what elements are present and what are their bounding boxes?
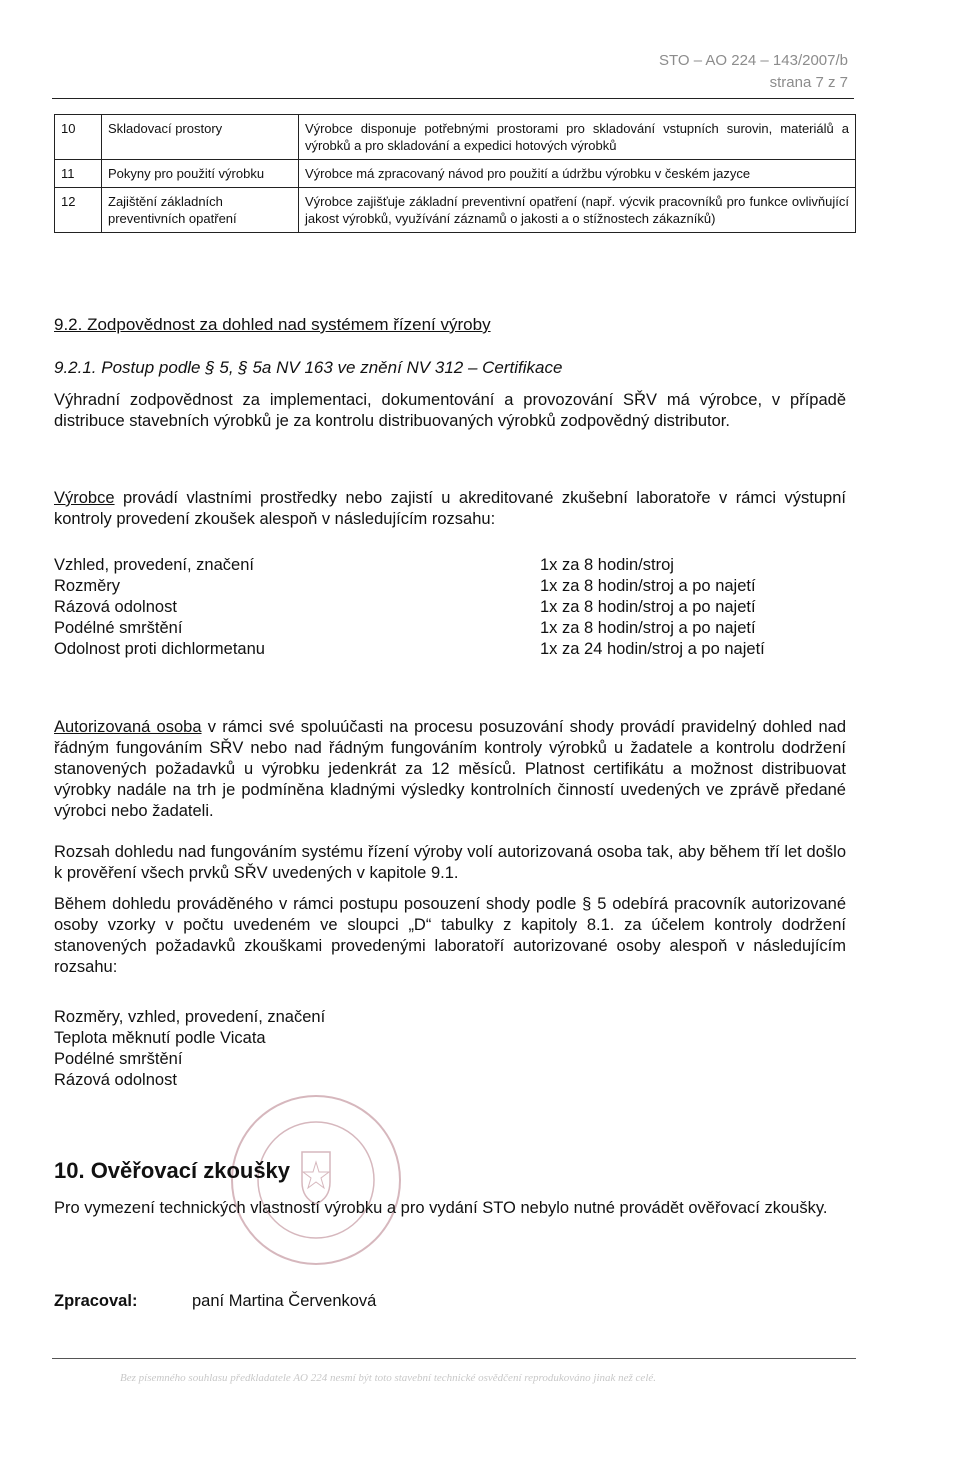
test-frequency: 1x za 8 hodin/stroj bbox=[540, 556, 674, 574]
row-name: Skladovací prostory bbox=[102, 115, 299, 160]
paragraph-manufacturer-tests bbox=[54, 488, 846, 530]
table-row bbox=[55, 160, 856, 188]
test-name: Vzhled, provedení, značení bbox=[54, 556, 254, 574]
table-row bbox=[55, 115, 856, 160]
row-name: Zajištění základních preventivních opatření bbox=[102, 188, 299, 233]
paragraph-verification-tests: Pro vymezení technických vlastností výrobku a pro vydání STO nebylo nutné provádět ověřovací zkoušky. bbox=[54, 1199, 828, 1217]
footer-rule bbox=[52, 1358, 856, 1359]
document-id: STO – AO 224 – 143/2007/b bbox=[658, 52, 848, 69]
section-9-2-1-heading: 9.2.1. Postup podle § 5, § 5a NV 163 ve znění NV 312 – Certifikace bbox=[54, 358, 563, 377]
surveillance-test: Podélné smrštění bbox=[54, 1050, 183, 1068]
page-number: strana 7 z 7 bbox=[769, 74, 848, 91]
paragraph-text: provádí vlastními prostředky nebo zajistí u akreditované zkušební laboratoře v rámci výstupní kontroly provedení zkoušek alespoň v následujícím rozsahu: bbox=[54, 489, 846, 528]
row-number: 10 bbox=[55, 115, 102, 160]
header-rule bbox=[52, 98, 854, 99]
row-description: Výrobce disponuje potřebnými prostorami pro skladování vstupních surovin, materiálů a výrobků a pro skladování a expedici hotových výrobků bbox=[299, 115, 856, 160]
row-name: Pokyny pro použití výrobku bbox=[102, 160, 299, 188]
surveillance-test: Teplota měknutí podle Vicata bbox=[54, 1029, 266, 1047]
test-frequency-list bbox=[540, 555, 765, 660]
table-row bbox=[55, 188, 856, 233]
prepared-by-name: paní Martina Červenková bbox=[192, 1292, 377, 1310]
paragraph-text: v rámci své spoluúčasti na procesu posuzování shody provádí pravidelný dohled nad řádným fungováním SŘV nebo nad řádným fungováním kontroly výrobků u žadatele a kontrolu dodržení stanovených požadavků u výrobku jedenkrát za 12 měsíců. Platnost certifikátu a možnost distribuovat výrobky nadále na trh je podmíněna kladnými výsledky kontrolních činností uvedených ve zprávě předané výrobci nebo žadateli. bbox=[54, 718, 846, 820]
test-frequency: 1x za 8 hodin/stroj a po najetí bbox=[540, 619, 756, 637]
surveillance-test-list bbox=[54, 1007, 325, 1091]
surveillance-test: Rozměry, vzhled, provedení, značení bbox=[54, 1008, 326, 1026]
manufacturer-term: Výrobce bbox=[54, 489, 115, 507]
row-description: Výrobce zajišťuje základní preventivní opatření (např. výcvik pracovníků pro funkce ovlivňující jakost výrobků, využívání záznamů o jakosti a o stížnostech zákazníků) bbox=[299, 188, 856, 233]
test-frequency: 1x za 8 hodin/stroj a po najetí bbox=[540, 577, 756, 595]
row-number: 12 bbox=[55, 188, 102, 233]
test-name-list bbox=[54, 555, 265, 660]
section-10-heading: 10. Ověřovací zkoušky bbox=[54, 1158, 291, 1183]
test-name: Odolnost proti dichlormetanu bbox=[54, 640, 265, 658]
paragraph-surveillance-scope: Rozsah dohledu nad fungováním systému řízení výroby volí autorizovaná osoba tak, aby během tří let došlo k prověření všech prvků SŘV uvedených v kapitole 9.1. bbox=[54, 843, 846, 882]
test-name: Rozměry bbox=[54, 577, 121, 595]
prepared-by-label: Zpracoval: bbox=[54, 1292, 138, 1310]
section-9-2-heading: 9.2. Zodpovědnost za dohled nad systémem řízení výroby bbox=[54, 315, 491, 334]
paragraph-authorized-body bbox=[54, 717, 846, 822]
paragraph-responsibility: Výhradní zodpovědnost za implementaci, dokumentování a provozování SŘV má výrobce, v případě distribuce stavebních výrobků je za kontrolu distribuovaných výrobků zodpovědný distributor. bbox=[54, 391, 846, 430]
test-frequency: 1x za 24 hodin/stroj a po najetí bbox=[540, 640, 765, 658]
surveillance-test: Rázová odolnost bbox=[54, 1071, 177, 1089]
row-number: 11 bbox=[55, 160, 102, 188]
test-name: Rázová odolnost bbox=[54, 598, 177, 616]
authorized-body-term: Autorizovaná osoba bbox=[54, 718, 202, 736]
footer-note: Bez písemného souhlasu předkladatele AO 224 nesmí být toto stavební technické osvědčení reprodukováno jinak než celé. bbox=[120, 1372, 657, 1384]
test-name: Podélné smrštění bbox=[54, 619, 183, 637]
row-description: Výrobce má zpracovaný návod pro použití a údržbu výrobku v českém jazyce bbox=[299, 160, 856, 188]
test-frequency: 1x za 8 hodin/stroj a po najetí bbox=[540, 598, 756, 616]
paragraph-surveillance-sampling: Během dohledu prováděného v rámci postupu posouzení shody podle § 5 odebírá pracovník autorizované osoby vzorky v počtu uvedeném ve sloupci „D“ tabulky z kapitoly 8.1. za účelem kontroly dodržení stanovených požadavků zkouškami provedenými laboratoří autorizované osoby alespoň v následujícím rozsahu: bbox=[54, 895, 846, 976]
requirements-table bbox=[54, 114, 856, 233]
